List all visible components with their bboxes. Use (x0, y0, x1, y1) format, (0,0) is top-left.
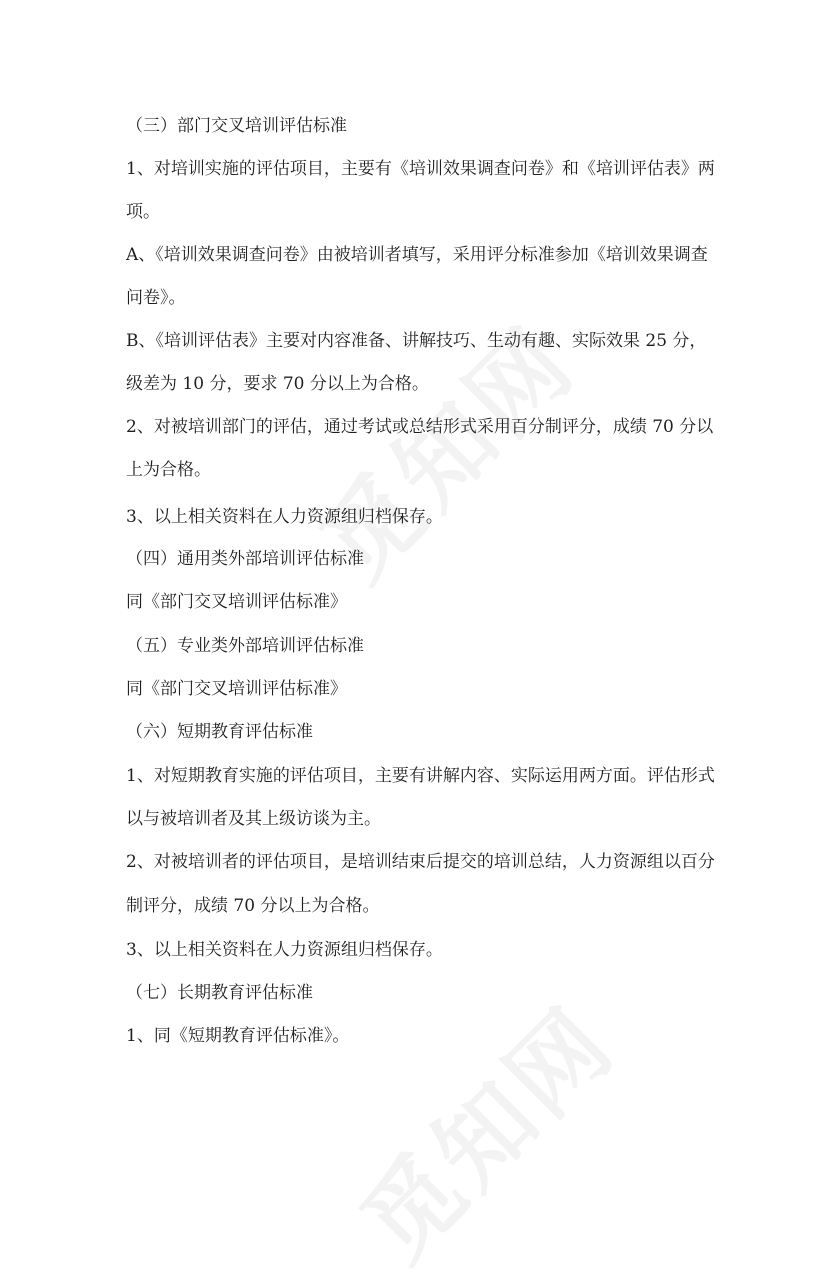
paragraph-line: 1、对培训实施的评估项目，主要有《培训效果调查问卷》和《培训评估表》两 (126, 159, 715, 179)
section-heading-6: （六）短期教育评估标准 (126, 722, 313, 742)
paragraph-line: B、《培训评估表》主要对内容准备、讲解技巧、生动有趣、实际效果 25 分， (126, 331, 707, 351)
paragraph-line: 级差为 10 分，要求 70 分以上为合格。 (126, 374, 429, 394)
paragraph-line: 1、同《短期教育评估标准》。 (126, 1026, 350, 1046)
paragraph-line: 2、对被培训部门的评估，通过考试或总结形式采用百分制评分，成绩 70 分以 (126, 417, 714, 437)
paragraph-line: 项。 (126, 202, 160, 222)
section-heading-5: （五）专业类外部培训评估标准 (126, 636, 364, 656)
watermark-text (326, 972, 639, 1285)
paragraph-line: 上为合格。 (126, 460, 211, 480)
section-heading-3: （三）部门交叉培训评估标准 (126, 116, 347, 136)
paragraph-line: 3、以上相关资料在人力资源组归档保存。 (126, 507, 443, 527)
paragraph-line: 3、以上相关资料在人力资源组归档保存。 (126, 940, 443, 960)
section-heading-7: （七）长期教育评估标准 (126, 983, 313, 1003)
paragraph-line: 1、对短期教育实施的评估项目，主要有讲解内容、实际运用两方面。评估形式 (126, 766, 715, 786)
paragraph-line: 制评分，成绩 70 分以上为合格。 (126, 896, 380, 916)
paragraph-line: 同《部门交叉培训评估标准》 (126, 592, 347, 612)
paragraph-line: A、《培训效果调查问卷》由被培训者填写，采用评分标准参加《培训效果调查 (126, 245, 708, 265)
paragraph-line: 同《部门交叉培训评估标准》 (126, 679, 347, 699)
section-heading-4: （四）通用类外部培训评估标准 (126, 549, 364, 569)
paragraph-line: 2、对被培训者的评估项目，是培训结束后提交的培训总结，人力资源组以百分 (126, 852, 715, 872)
paragraph-line: 以与被培训者及其上级访谈为主。 (126, 809, 381, 829)
paragraph-line: 问卷》。 (126, 288, 186, 308)
